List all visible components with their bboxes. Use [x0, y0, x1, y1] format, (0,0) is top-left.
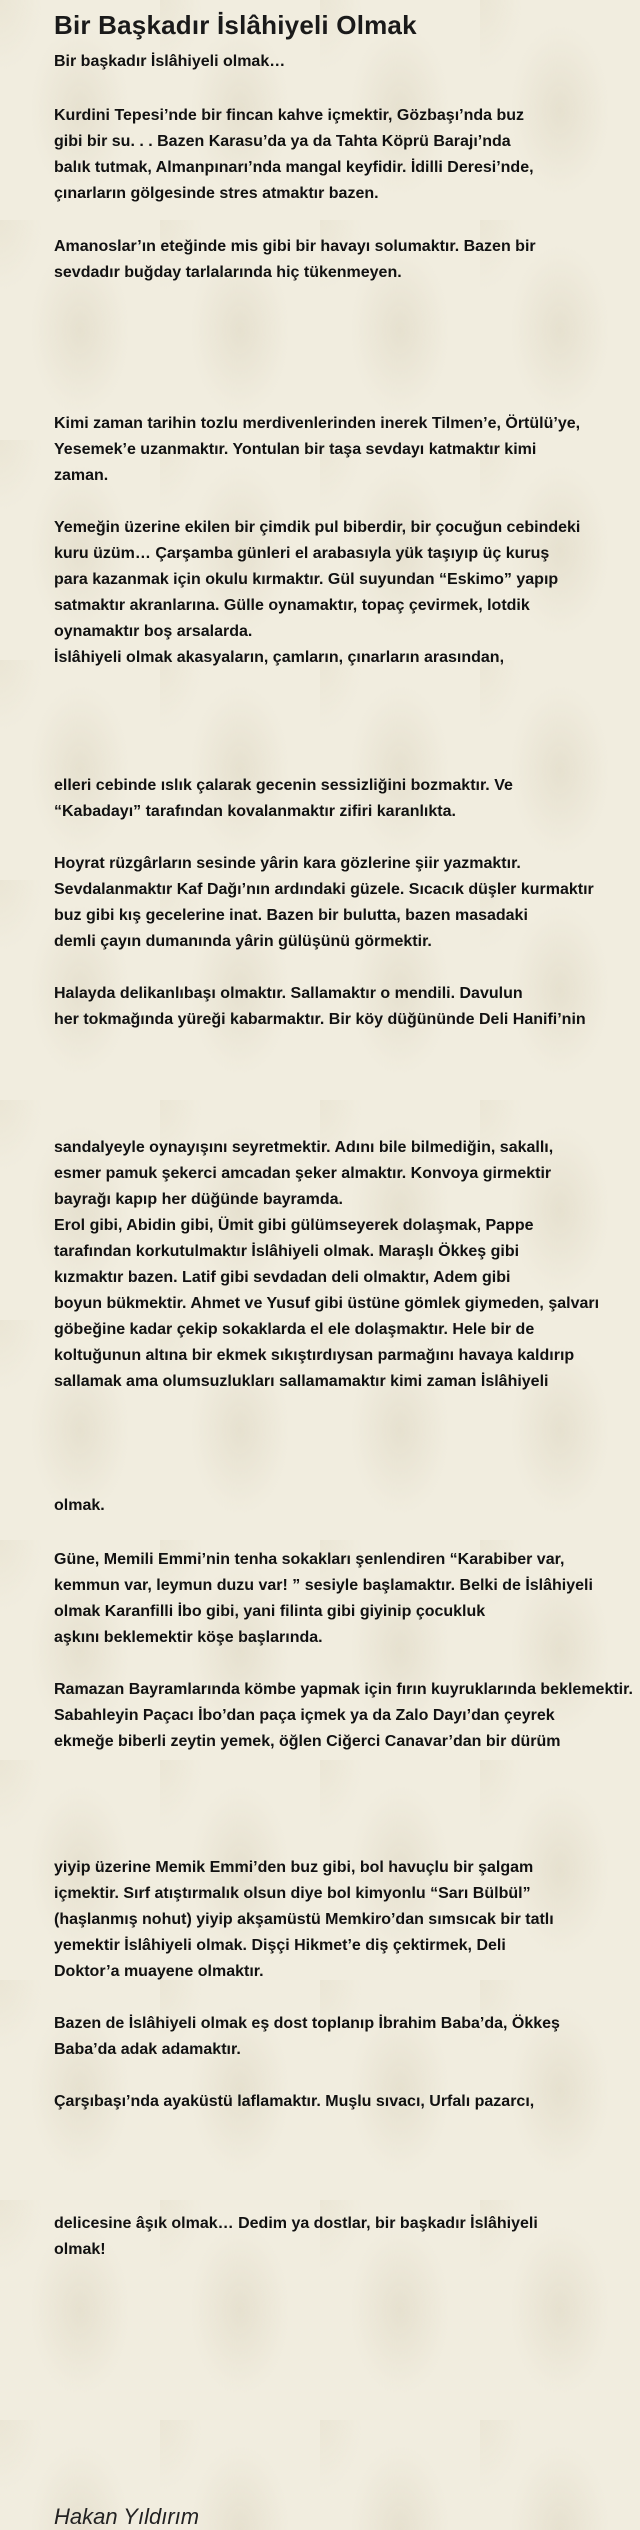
poem-line: Yesemek’e uzanmaktır. Yontulan bir taşa sevdayı katmaktır kimi	[54, 441, 537, 458]
poem-line: zaman.	[54, 467, 109, 484]
poem-line: Yemeğin üzerine ekilen bir çimdik pul biberdir, bir çocuğun cebindeki	[54, 519, 581, 536]
poem-line: ekmeğe biberli zeytin yemek, öğlen Ciğerci Canavar’dan bir dürüm	[54, 1733, 561, 1750]
poem-line: Hoyrat rüzgârların sesinde yârin kara gözlerine şiir yazmaktır.	[54, 855, 521, 872]
poem-title: Bir Başkadır İslâhiyeli Olmak	[54, 10, 417, 40]
poem-line: Baba’da adak adamaktır.	[54, 2041, 241, 2058]
poem-line: yemektir İslâhiyeli olmak. Dişçi Hikmet’e diş çektirmek, Deli	[54, 1937, 506, 1954]
poem-line: balık tutmak, Almanpınarı’nda mangal keyfidir. İdilli Deresi’nde,	[54, 159, 534, 176]
poem-line: elleri cebinde ıslık çalarak gecenin sessizliğini bozmaktır. Ve	[54, 777, 513, 794]
poem-line: olmak!	[54, 2241, 106, 2258]
poem-line: demli çayın dumanında yârin gülüşünü görmektir.	[54, 933, 432, 950]
poem-line: “Kabadayı” tarafından kovalanmaktır zifiri karanlıkta.	[54, 803, 456, 820]
poem-line: delicesine âşık olmak… Dedim ya dostlar, bir başkadır İslâhiyeli	[54, 2215, 538, 2232]
poem-line: Çarşıbaşı’nda ayaküstü laflamaktır. Muşlu sıvacı, Urfalı pazarcı,	[54, 2093, 535, 2110]
poem-line: olmak Karanfilli İbo gibi, yani filinta gibi giyinip çocukluk	[54, 1603, 486, 1620]
poem-line: Kurdini Tepesi’nde bir fincan kahve içmektir, Gözbaşı’nda buz	[54, 107, 525, 124]
poem-line: tarafından korkutulmaktır İslâhiyeli olmak. Maraşlı Ökkeş gibi	[54, 1243, 520, 1260]
poem-line: para kazanmak için okulu kırmaktır. Gül suyundan “Eskimo” yapıp	[54, 571, 559, 588]
poem-line: sallamak ama olumsuzlukları sallamamaktır kimi zaman İslâhiyeli	[54, 1373, 549, 1390]
poem-line: bayrağı kapıp her düğünde bayramda.	[54, 1191, 343, 1208]
poem-line: Amanoslar’ın eteğinde mis gibi bir havayı solumaktır. Bazen bir	[54, 238, 536, 255]
poem-line: her tokmağında yüreği kabarmaktır. Bir köy düğününde Deli Hanifi’nin	[54, 1011, 586, 1028]
poem-line: boyun bükmektir. Ahmet ve Yusuf gibi üstüne gömlek giymeden, şalvarı	[54, 1295, 600, 1312]
poem-line: içmektir. Sırf atıştırmalık olsun diye bol kimyonlu “Sarı Bülbül”	[54, 1885, 531, 1902]
poem-line: kızmaktır bazen. Latif gibi sevdadan deli olmaktır, Adem gibi	[54, 1269, 511, 1286]
poem-line: oynamaktır boş arsalarda.	[54, 623, 253, 640]
poem-line: sevdadır buğday tarlalarında hiç tükenmeyen.	[54, 264, 402, 281]
poem-line: Bir başkadır İslâhiyeli olmak…	[54, 53, 286, 70]
poem-line: yiyip üzerine Memik Emmi’den buz gibi, bol havuçlu bir şalgam	[54, 1859, 534, 1876]
poem-line: Sabahleyin Paçacı İbo’dan paça içmek ya da Zalo Dayı’dan çeyrek	[54, 1707, 555, 1724]
poem-line: olmak.	[54, 1497, 105, 1514]
poem-line: Sevdalanmaktır Kaf Dağı’nın ardındaki güzele. Sıcacık düşler kurmaktır	[54, 881, 594, 898]
author-name: Hakan Yıldırım	[54, 2504, 200, 2529]
poem-line: çınarların gölgesinde stres atmaktır bazen.	[54, 185, 379, 202]
poem-line: koltuğunun altına bir ekmek sıkıştırdıysan parmağını havaya kaldırıp	[54, 1347, 575, 1364]
poem-line: satmaktır akranlarına. Gülle oynamaktır, topaç çevirmek, lotdik	[54, 597, 530, 614]
poem-line: İslâhiyeli olmak akasyaların, çamların, çınarların arasından,	[54, 649, 505, 666]
poem-line: (haşlanmış nohut) yiyip akşamüstü Memkiro’dan sımsıcak bir tatlı	[54, 1911, 554, 1928]
poem-line: Bazen de İslâhiyeli olmak eş dost toplanıp İbrahim Baba’da, Ökkeş	[54, 2015, 560, 2032]
poem-line: Erol gibi, Abidin gibi, Ümit gibi gülümseyerek dolaşmak, Pappe	[54, 1217, 534, 1234]
poem-line: esmer pamuk şekerci amcadan şeker almaktır. Konvoya girmektir	[54, 1165, 552, 1182]
poem-line: Halayda delikanlıbaşı olmaktır. Sallamaktır o mendili. Davulun	[54, 985, 523, 1002]
poem-line: Doktor’a muayene olmaktır.	[54, 1963, 264, 1980]
poem-line: göbeğine kadar çekip sokaklarda el ele dolaşmaktır. Hele bir de	[54, 1321, 535, 1338]
poem-line: aşkını beklemektir köşe başlarında.	[54, 1629, 323, 1646]
poem-line: buz gibi kış gecelerine inat. Bazen bir bulutta, bazen masadaki	[54, 907, 528, 924]
poem-line: gibi bir su. . . Bazen Karasu’da ya da Tahta Köprü Barajı’nda	[54, 133, 511, 150]
poem-line: sandalyeyle oynayışını seyretmektir. Adını bile bilmediğin, sakallı,	[54, 1139, 554, 1156]
poem-line: Ramazan Bayramlarında kömbe yapmak için fırın kuyruklarında beklemektir.	[54, 1681, 633, 1698]
poem-line: kemmun var, leymun duzu var! ” sesiyle başlamaktır. Belki de İslâhiyeli	[54, 1577, 593, 1594]
poem-line: Kimi zaman tarihin tozlu merdivenlerinden inerek Tilmen’e, Örtülü’ye,	[54, 415, 581, 432]
poem-line: Güne, Memili Emmi’nin tenha sokakları şenlendiren “Karabiber var,	[54, 1551, 565, 1568]
poem-line: kuru üzüm… Çarşamba günleri el arabasıyla yük taşıyıp üç kuruş	[54, 545, 550, 562]
